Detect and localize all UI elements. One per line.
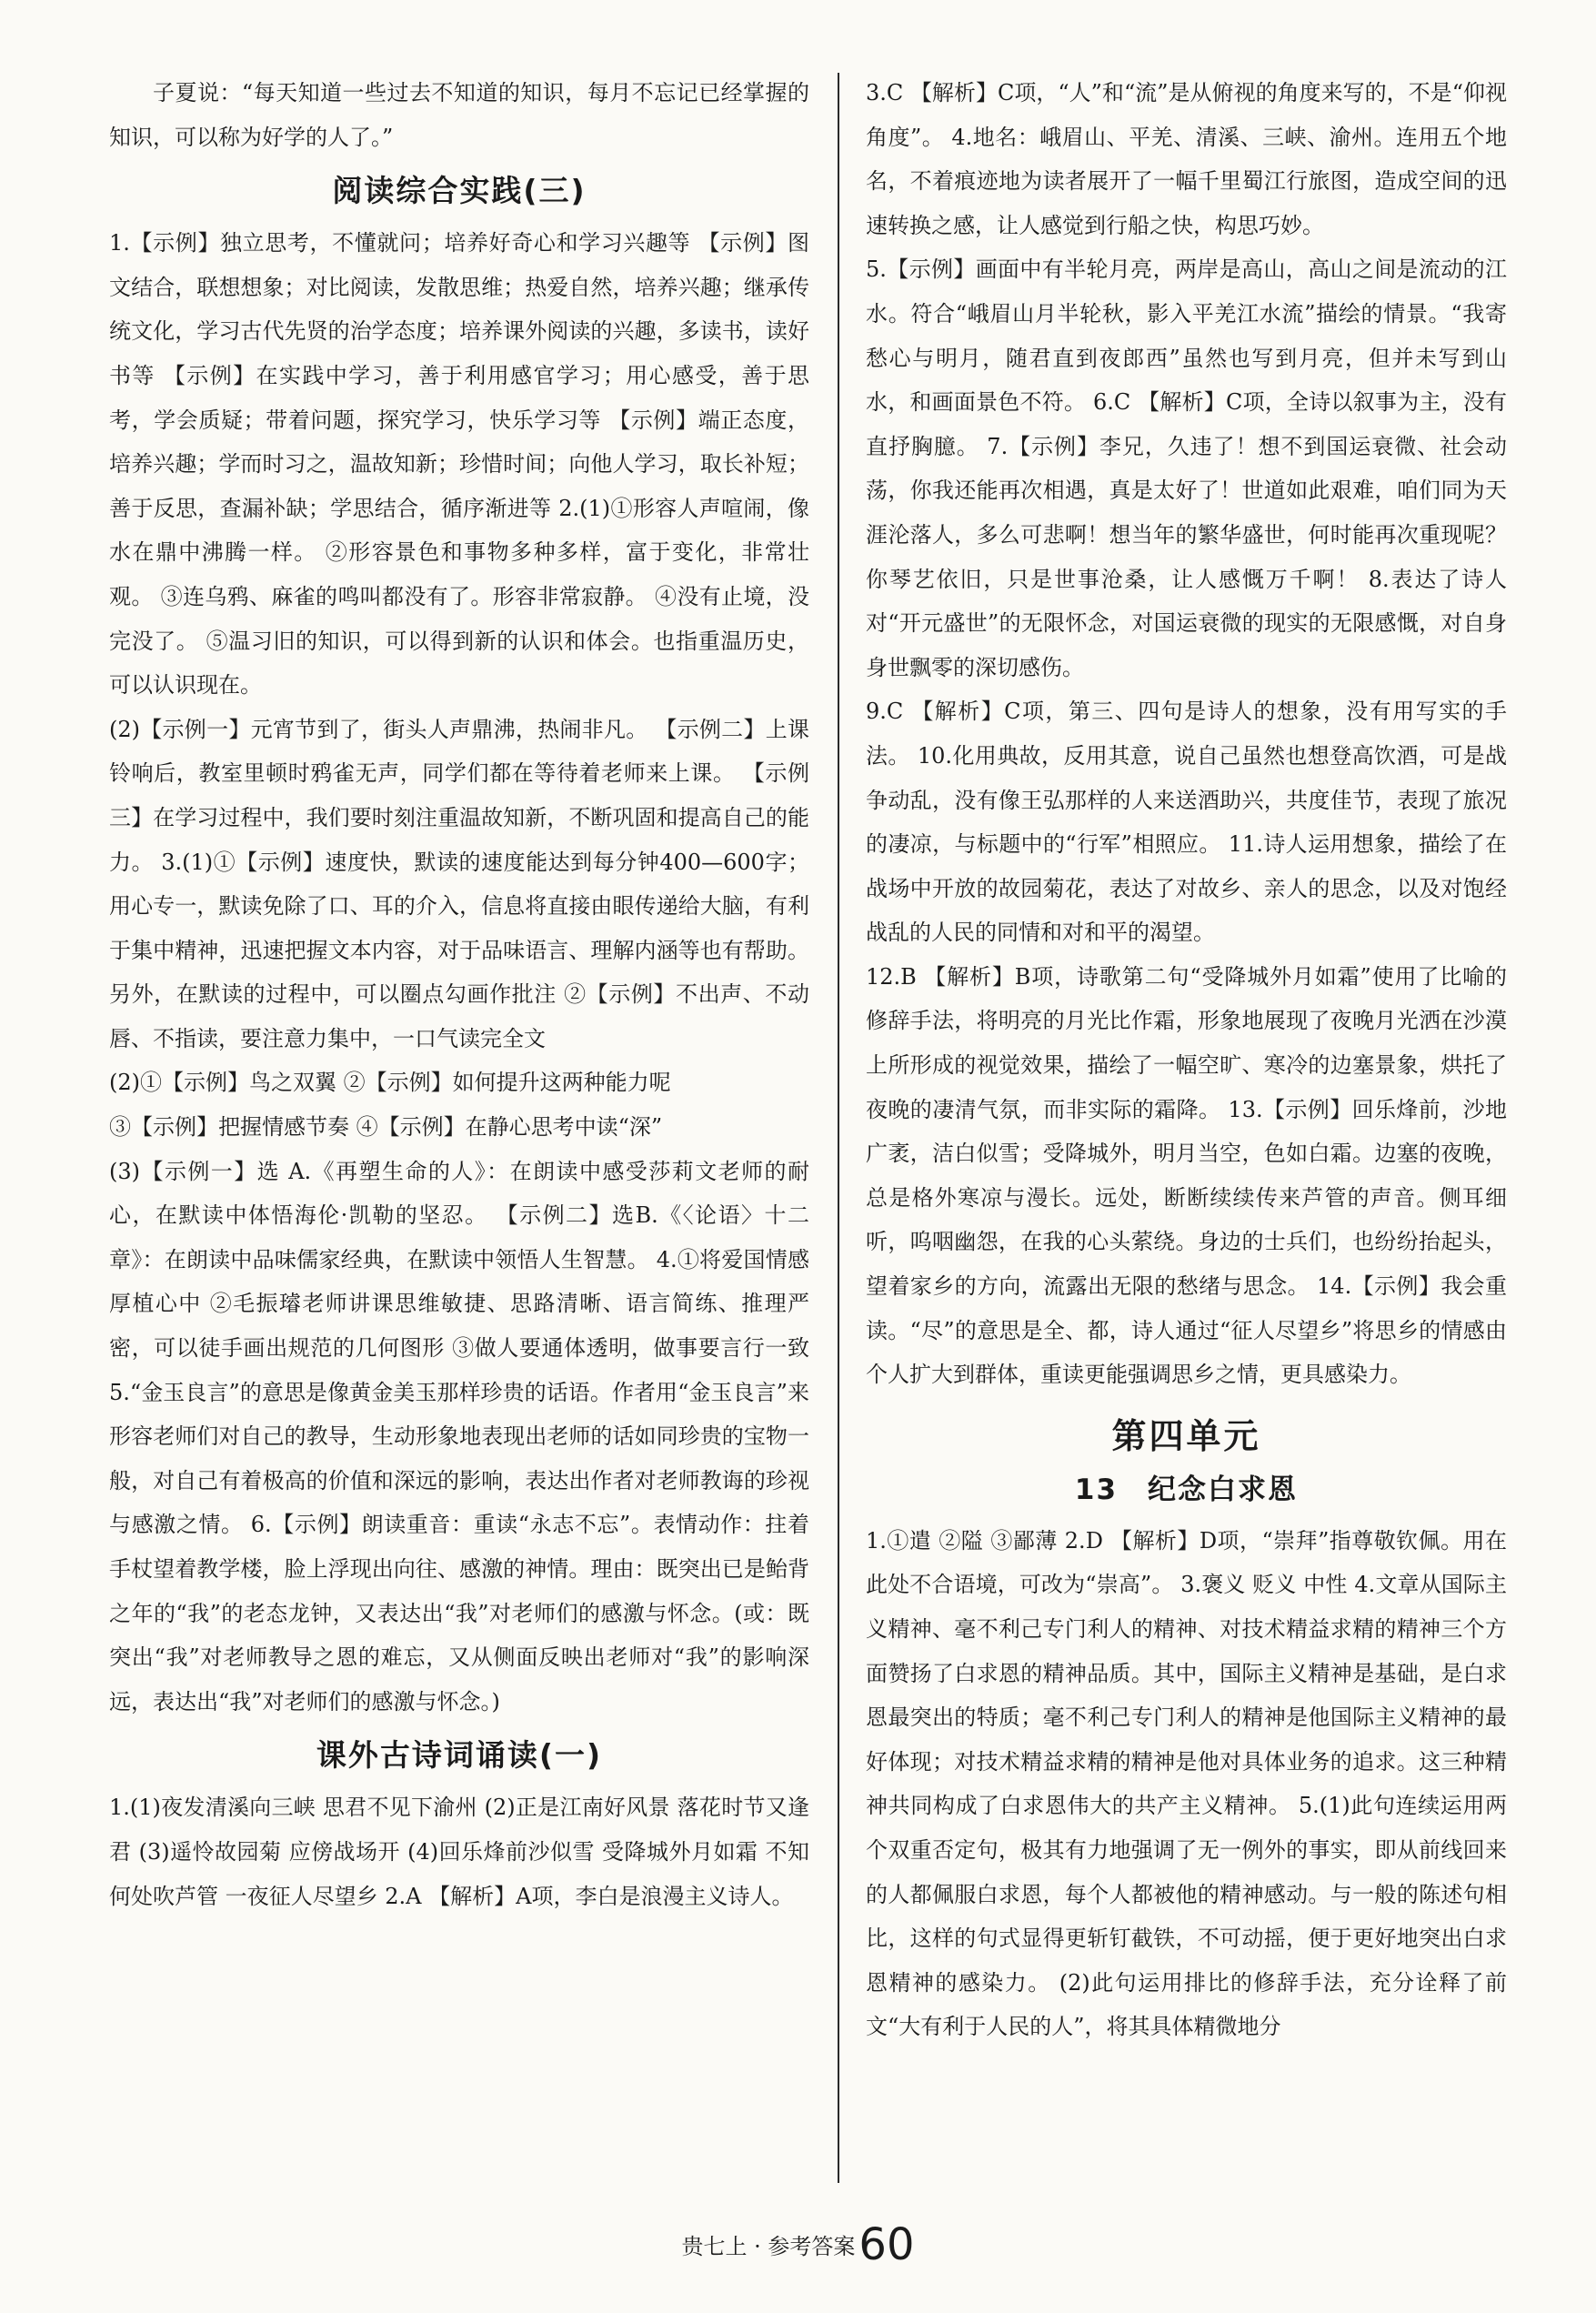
answer-paragraph: 9.C 【解析】C项，第三、四句是诗人的想象，没有用写实的手法。 10.化用典故，反用其意，说自己虽然也想登高饮酒，可是战争动乱，没有像王弘那样的人来送酒助兴，共度佳节，表现了旅况的凄凉，与标题中的“行军”相照应。 11.诗人运用想象，描绘了在战场中开放的故园菊花，表达了对故乡、亲人的思念，以及对饱经战乱的人民的同情和对和平的渴望。 bbox=[866, 699, 1507, 946]
section-title-reading-practice: 阅读综合实践(三) bbox=[332, 173, 587, 209]
page-footer bbox=[0, 2217, 1596, 2274]
column-divider bbox=[838, 73, 839, 2183]
lesson-title: 13 纪念白求恩 bbox=[1074, 1473, 1299, 1506]
right-column bbox=[866, 71, 1507, 2049]
answer-paragraph: 1.【示例】独立思考，不懂就问；培养好奇心和学习兴趣等 【示例】图文结合，联想想象；对比阅读，发散思维；热爱自然，培养兴趣；继承传统文化，学习古代先贤的治学态度；培养课外阅读的兴趣，多读书，读好书等 【示例】在实践中学习，善于利用感官学习；用心感受，善于思考，学会质疑；带着问题，探究学习，快乐学习等 【示例】端正态度，培养兴趣；学而时习之，温故知新；珍惜时间；向他人学习，取长补短；善于反思，查漏补缺；学思结合，循序渐进等 2.(1)①形容人声喧闹，像水在鼎中沸腾一样。 ②形容景色和事物多种多样，富于变化，非常壮观。 ③连乌鸦、麻雀的鸣叫都没有了。形容非常寂静。 ④没有止境，没完没了。 ⑤温习旧的知识，可以得到新的认识和体会。也指重温历史，可以认识现在。 bbox=[109, 230, 809, 699]
answer-paragraph: 1.(1)夜发清溪向三峡 思君不见下渝州 (2)正是江南好风景 落花时节又逢君 (3)遥怜故园菊 应傍战场开 (4)回乐烽前沙似雪 受降城外月如霜 不知何处吹芦管 一夜征人尽望乡 2.A 【解析】A项，李白是浪漫主义诗人。 bbox=[109, 1795, 809, 1909]
answer-paragraph: 5.【示例】画面中有半轮月亮，两岸是高山，高山之间是流动的江水。符合“峨眉山月半轮秋，影入平羌江水流”描绘的情景。“我寄愁心与明月，随君直到夜郎西”虽然也写到月亮，但并未写到山水，和画面景色不符。 6.C 【解析】C项，全诗以叙事为主，没有直抒胸臆。 7.【示例】李兄，久违了！想不到国运衰微、社会动荡，你我还能再次相遇，真是太好了！世道如此艰难，咱们同为天涯沦落人，多么可悲啊！想当年的繁华盛世，何时能再次重现呢？你琴艺依旧，只是世事沧桑，让人感慨万千啊！ 8.表达了诗人对“开元盛世”的无限怀念，对国运衰微的现实的无限感慨，对自身身世飘零的深切感伤。 bbox=[866, 256, 1507, 680]
unit-title: 第四单元 bbox=[1111, 1415, 1261, 1456]
section-title-poetry-reading: 课外古诗词诵读(一) bbox=[316, 1737, 603, 1774]
answer-paragraph: (3)【示例一】选 A.《再塑生命的人》：在朗读中感受莎莉文老师的耐心，在默读中体悟海伦·凯勒的坚忍。 【示例二】选B.《〈论语〉十二章》：在朗读中品味儒家经典，在默读中领悟人生智慧。 4.①将爱国情感厚植心中 ②毛振璿老师讲课思维敏捷、思路清晰、语言简练、推理严密，可以徒手画出规范的几何图形 ③做人要通体透明，做事要言行一致 5.“金玉良言”的意思是像黄金美玉那样珍贵的话语。作者用“金玉良言”来形容老师们对自己的教导，生动形象地表现出老师的话如同珍贵的宝物一般，对自己有着极高的价值和深远的影响，表达出作者对老师教诲的珍视与感激之情。 6.【示例】朗读重音：重读“永志不忘”。表情动作：拄着手杖望着教学楼，脸上浮现出向往、感激的神情。理由：既突出已是鲐背之年的“我”的老态龙钟，又表达出“我”对老师们的感激与怀念。(或：既突出“我”对老师教导之恩的难忘，又从侧面反映出老师对“我”的影响深远，表达出“我”对老师们的感激与怀念。) bbox=[109, 1158, 809, 1715]
page-number: 60 bbox=[858, 2219, 915, 2270]
answer-paragraph: 3.C 【解析】C项，“人”和“流”是从俯视的角度来写的，不是“仰视角度”。 4.地名：峨眉山、平羌、清溪、三峡、渝州。连用五个地名，不着痕迹地为读者展开了一幅千里蜀江行旅图，造成空间的迅速转换之感，让人感觉到行船之快，构思巧妙。 bbox=[866, 80, 1507, 238]
left-column bbox=[109, 71, 809, 1918]
answer-paragraph: 1.①遣 ②隘 ③鄙薄 2.D 【解析】D项，“崇拜”指尊敬钦佩。用在此处不合语境，可改为“崇高”。 3.褒义 贬义 中性 4.文章从国际主义精神、毫不利己专门利人的精神、对技术精益求精的精神三个方面赞扬了白求恩的精神品质。其中，国际主义精神是基础，是白求恩最突出的特质；毫不利己专门利人的精神是他国际主义精神的最好体现；对技术精益求精的精神是他对具体业务的追求。这三种精神共同构成了白求恩伟大的共产主义精神。 5.(1)此句连续运用两个双重否定句，极其有力地强调了无一例外的事实，即从前线回来的人都佩服白求恩，每个人都被他的精神感动。与一般的陈述句相比，这样的句式显得更斩钉截铁，不可动摇，便于更好地突出白求恩精神的感染力。 (2)此句运用排比的修辞手法，充分诠释了前文“大有利于人民的人”，将其具体精微地分 bbox=[866, 1527, 1507, 2040]
answer-paragraph: ③【示例】把握情感节奏 ④【示例】在静心思考中读“深” bbox=[109, 1114, 663, 1141]
answer-paragraph: 12.B 【解析】B项，诗歌第二句“受降城外月如霜”使用了比喻的修辞手法，将明亮的月光比作霜，形象地展现了夜晚月光洒在沙漠上所形成的视觉效果，描绘了一幅空旷、寒冷的边塞景象，烘托了夜晚的凄清气氛，而非实际的霜降。 13.【示例】回乐烽前，沙地广袤，洁白似雪；受降城外，明月当空，色如白霜。边塞的夜晚，总是格外寒凉与漫长。远处，断断续续传来芦管的声音。侧耳细听，呜咽幽怨，在我的心头萦绕。身边的士兵们，也纷纷抬起头，望着家乡的方向，流露出无限的愁绪与思念。 14.【示例】我会重读。“尽”的意思是全、都，诗人通过“征人尽望乡”将思乡的情感由个人扩大到群体，重读更能强调思乡之情，更具感染力。 bbox=[866, 963, 1507, 1388]
quote-paragraph: 子夏说：“每天知道一些过去不知道的知识，每月不忘记已经掌握的知识，可以称为好学的人了。” bbox=[109, 80, 809, 150]
footer-label: 贵七上 · 参考答案 bbox=[681, 2234, 856, 2259]
answer-paragraph: (2)【示例一】元宵节到了，街头人声鼎沸，热闹非凡。 【示例二】上课铃响后，教室里顿时鸦雀无声，同学们都在等待着老师来上课。 【示例三】在学习过程中，我们要时刻注重温故知新，不断巩固和提高自己的能力。 3.(1)①【示例】速度快，默读的速度能达到每分钟400—600字；用心专一，默读免除了口、耳的介入，信息将直接由眼传递给大脑，有利于集中精神，迅速把握文本内容，对于品味语言、理解内涵等也有帮助。另外，在默读的过程中，可以圈点勾画作批注 ②【示例】不出声、不动唇、不指读，要注意力集中，一口气读完全文 bbox=[109, 716, 809, 1051]
answer-paragraph: (2)①【示例】鸟之双翼 ②【示例】如何提升这两种能力呢 bbox=[109, 1070, 671, 1096]
